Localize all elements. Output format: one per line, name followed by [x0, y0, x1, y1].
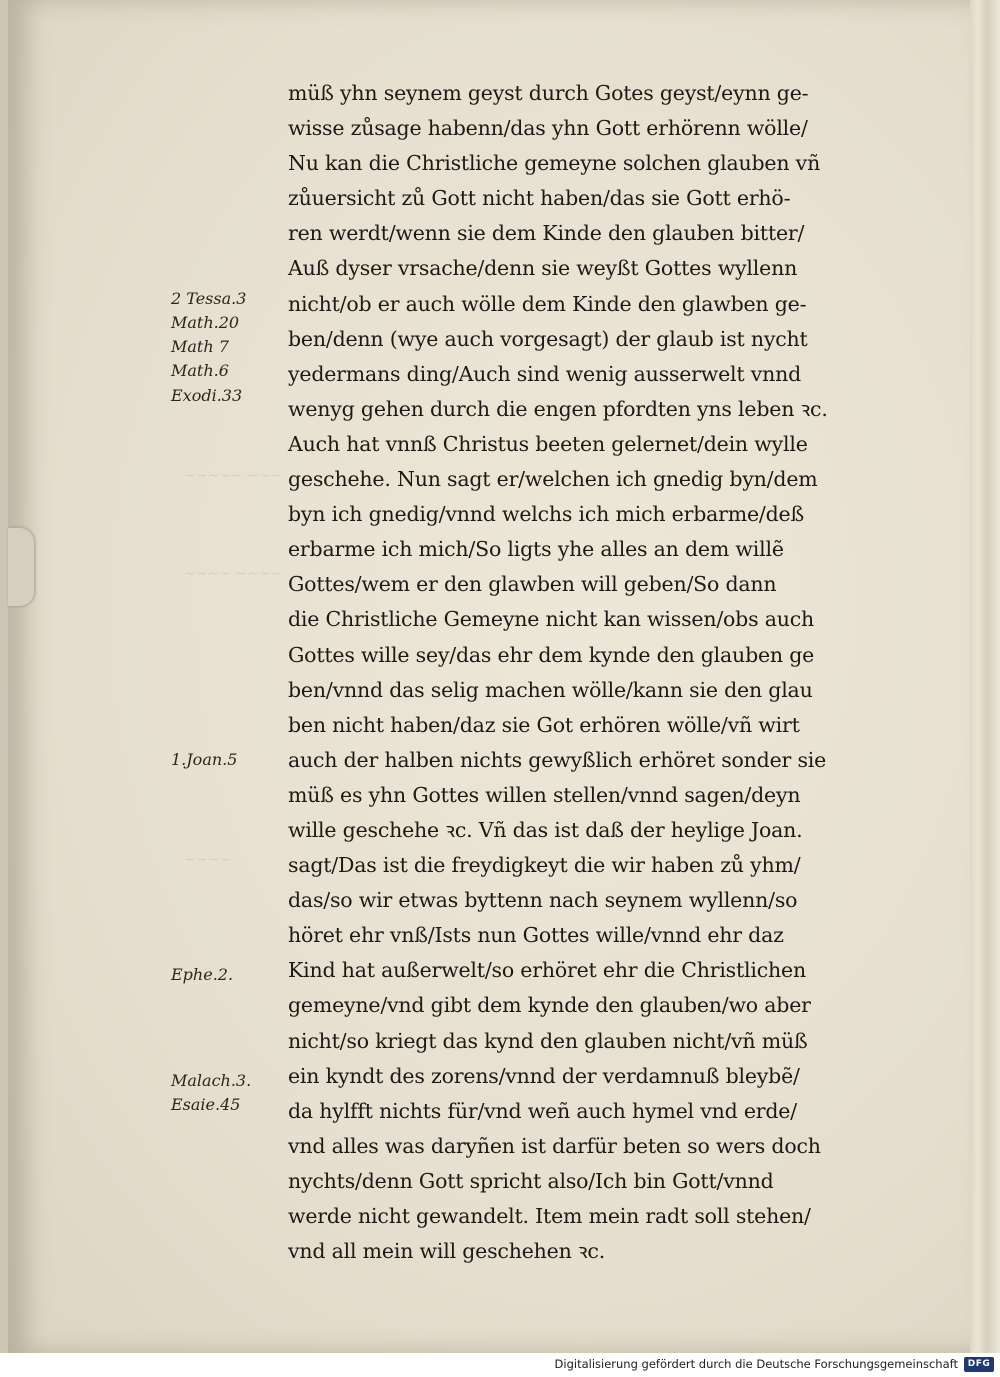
text-line: Auß dyser vrsache/denn sie weyßt Gottes wyllenn: [288, 256, 798, 281]
text-line: erbarme ich mich/So ligts yhe alles an dem willẽ: [288, 537, 784, 562]
text-line: Gottes/wem er den glawben will geben/So dann: [288, 572, 777, 597]
text-line: nicht/ob er auch wölle dem Kinde den glawben ge-: [288, 291, 807, 316]
show-through-text: ~~~~~ ~~~: [184, 468, 283, 484]
text-line: werde nicht gewandelt. Item mein radt soll stehen/: [288, 1204, 811, 1228]
text-line: zůuersicht zů Gott nicht haben/das sie Gott erhö-: [288, 186, 791, 211]
text-line: ein kyndt des zorens/vnnd der verdamnuß bleybẽ/: [288, 1063, 800, 1088]
footer-bar: [0, 1353, 1000, 1377]
text-line: vnd alles was daryñen ist darfür beten so wers doch: [288, 1133, 821, 1158]
text-line: da hylfft nichts für/vnd weñ auch hymel vnd erde/: [288, 1098, 797, 1123]
text-line: Auch hat vnnß Christus beeten gelernet/dein wylle: [288, 431, 808, 456]
margin-note: Math.6: [171, 361, 229, 380]
text-line: wille geschehe ꝛc. Vñ das ist daß der heylige Joan.: [288, 817, 803, 842]
dfg-logo: DFG: [964, 1357, 994, 1372]
margin-note: 1.Joan.5: [171, 750, 238, 769]
text-line: byn ich gnedig/vnnd welchs ich mich erbarme/deß: [288, 502, 804, 527]
text-line: müß es yhn Gottes willen stellen/vnnd sagen/deyn: [288, 782, 801, 807]
margin-note: Malach.3.: [171, 1071, 252, 1090]
binding-tab: [8, 528, 34, 606]
show-through-text: ~~~~: [184, 852, 231, 868]
text-line: Gottes wille sey/das ehr dem kynde den glauben ge: [288, 642, 815, 667]
text-line: ben nicht haben/daz sie Got erhören wölle/vñ wirt: [288, 712, 800, 737]
text-line: auch der halben nichts gewyßlich erhöret sonder sie: [288, 747, 827, 772]
margin-note: Math.20: [171, 313, 240, 332]
text-line: Nu kan die Christliche gemeyne solchen glauben vñ: [288, 151, 821, 176]
text-line: ben/vnnd das selig machen wölle/kann sie den glau: [288, 677, 813, 702]
text-line: die Christliche Gemeyne nicht kan wissen/obs auch: [288, 607, 815, 632]
text-line: yedermans ding/Auch sind wenig ausserwelt vnnd: [288, 361, 802, 386]
text-line: das/so wir etwas byttenn nach seynem wyllenn/so: [288, 888, 798, 913]
text-line: sagt/Das ist die freydigkeyt die wir haben zů yhm/: [288, 853, 801, 878]
margin-note: Ephe.2.: [171, 965, 234, 984]
text-line: nicht/so kriegt das kynd den glauben nicht/vñ müß: [288, 1028, 808, 1053]
text-line: ben/denn (wye auch vorgesagt) der glaub ist nycht: [288, 326, 808, 351]
margin-note: 2 Tessa.3: [171, 289, 247, 308]
funding-credit: Digitalisierung gefördert durch die Deutsche Forschungsgemeinschaft: [554, 1357, 958, 1371]
page-edge: [968, 0, 1000, 1353]
margin-note: Exodi.33: [171, 386, 243, 405]
text-line: ren werdt/wenn sie dem Kinde den glauben bitter/: [288, 221, 805, 246]
show-through-text: ~~~~ ~~~~: [184, 566, 283, 582]
text-line: wenyg gehen durch die engen pfordten yns leben ꝛc.: [288, 396, 828, 421]
main-text-column: [288, 76, 928, 1269]
text-line: höret ehr vnß/Ists nun Gottes wille/vnnd ehr daz: [288, 923, 784, 948]
text-line: nychts/denn Gott spricht also/Ich bin Gott/vnnd: [288, 1168, 774, 1193]
text-line: geschehe. Nun sagt er/welchen ich gnedig byn/dem: [288, 467, 818, 492]
text-line: gemeyne/vnd gibt dem kynde den glauben/wo aber: [288, 993, 811, 1018]
text-line: vnd all mein will geschehen ꝛc.: [288, 1239, 606, 1264]
margin-note: Math 7: [171, 337, 229, 356]
text-line: Kind hat außerwelt/so erhöret ehr die Christlichen: [288, 958, 806, 983]
text-line: müß yhn seynem geyst durch Gotes geyst/eynn ge-: [288, 81, 809, 105]
margin-note: Esaie.45: [171, 1095, 241, 1114]
text-line: wisse zůsage habenn/das yhn Gott erhörenn wölle/: [288, 116, 808, 141]
